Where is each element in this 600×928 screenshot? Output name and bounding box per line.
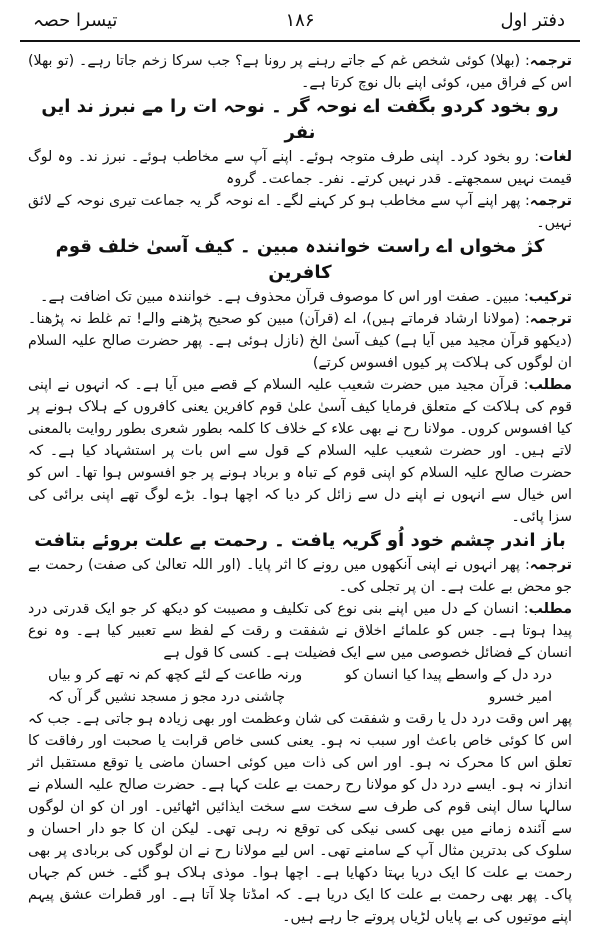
paragraph-text: پھر اس وقت درد دل یا رقت و شفقت کی شان وعظمت اور بھی زیادہ ہو جاتی ہے۔ جب کہ اس کا کوئی خاص باعث اور سبب نہ ہو۔ یعنی کسی خاص قرابت یا صحبت اور رفاقت کا تعلق اس کا محرک نہ ہو۔ اور اس کی ذات میں کوئی احسان ماضی یا توقع مستقبل اثر انداز نہ ہو۔ ایسے درد دل کو مولانا رح رحمت بے علت کہا ہے۔ حضرت صالح علیہ السلام نے سالہا سال اپنی قوم کی طرف سے سخت سے سخت ایذائیں اٹھائیں۔ اور ان کو ان لوگوں سے آئندہ زمانے میں بھی کسی نیکی کی توقع نہ رہی تھی۔ لیکن ان کا جو دار احسان و سلوک کی بدترین مثال آپ کے سامنے تھی۔ اس لیے مولانا رح نے ان لوگوں کی بربادی پر بھی رحمت بے علت کا ایک دریا بہتا دکھایا ہے۔ اچھا ہوا۔ موذی ہلاک ہو گئے۔ خس کم جہاں پاک۔ پھر بھی رحمت بے علت کا ایک دریا ہے۔ کہ امڈتا چلا آتا ہے۔ اور قطرات عشق پیہم اپنے موتیوں کی بے پایاں لڑیاں پروتے جا رہے ہیں۔ <box>28 711 572 925</box>
verse-line: باز اندر چشم خود اُو گریہ یافت ۔ رحمت بے علت بروئے بتافت <box>34 530 566 551</box>
section-label: ترجمہ <box>529 557 572 573</box>
poem-couplet <box>28 664 572 686</box>
header-left-title: تیسرا حصہ <box>33 10 118 31</box>
section-label: مطلب <box>528 377 572 393</box>
body-paragraph <box>28 286 572 308</box>
paragraph-text: : پھر اپنے آپ سے مخاطب ہو کر کہنے لگے۔ اے نوحہ گر یہ جماعت تیری نوحہ کے لائق نہیں۔ <box>28 193 572 231</box>
section-label: ترجمہ <box>529 311 572 327</box>
section-label: مطلب <box>528 601 572 617</box>
page-header <box>25 6 575 38</box>
poem-left-hemistich: چاشنی درد مجو ز مسجد نشیں گر آں کہ <box>48 689 285 705</box>
paragraph-text: : مبین۔ صفت اور اس کا موصوف قرآن محذوف ہے۔ خوانندہ مبین تک اضافت ہے۔ <box>40 289 529 305</box>
body-paragraph <box>28 708 572 928</box>
paragraph-text: : رو بخود کرد۔ اپنی طرف متوجہ ہوئے۔ اپنے آپ سے مخاطب ہوئے۔ نبرز ند۔ وہ لوگ قیمت نہیں سمجھتے۔ قدر نہیں کرتے۔ نفر۔ جماعت۔ گروہ <box>28 149 572 187</box>
section-label: لغات <box>539 149 572 165</box>
body-paragraph <box>28 50 572 94</box>
body-paragraph <box>28 146 572 190</box>
verse-line: رو بخود کردو بگفت اے نوحہ گر ۔ نوحہ ات را مے نبرز ند ایں نفر <box>41 96 559 143</box>
poem-couplet <box>28 686 572 708</box>
paragraph-text: : پھر انہوں نے اپنی آنکھوں میں رونے کا اثر پایا۔ (اور اللہ تعالیٰ کی صفت) رحمت بے جو محض بے علت ہے۔ ان پر تجلی کی۔ <box>28 557 572 595</box>
paragraph-text: : انسان کے دل میں اپنے بنی نوع کی تکلیف و مصیبت کو دیکھ کر جو ایک قدرتی درد پیدا ہوتا ہے۔ جس کو علمائے اخلاق نے شفقت و رقت کے لفظ سے تعبیر کیا ہے۔ وہ نوع انسان کے فضائل خصوصی میں سے ایک فضیلت ہے۔ کسی کا قول ہے <box>28 601 572 661</box>
section-label: ترجمہ <box>529 53 572 69</box>
poem-right-hemistich: درد دل کے واسطے پیدا کیا انسان کو <box>345 667 552 683</box>
body-paragraph <box>28 554 572 598</box>
section-label: ترکیب <box>528 289 572 305</box>
body-paragraph <box>28 190 572 234</box>
paragraph-text: : قرآن مجید میں حضرت شعیب علیہ السلام کے قصے میں آیا ہے۔ کہ انہوں نے اپنی قوم کی ہلاکت کے متعلق فرمایا کیف آسیٰ علیٰ قوم کافرین یعنی کافروں کے ہلاک ہونے پر کیا افسوس کروں۔ مولانا رح نے بھی علاء کے خلاف کا کلمہ بطور شعری بطور روایت بالمعنی لاتے ہیں۔ اور حضرت شعیب علیہ السلام کے قول سے اس بات پر استشہاد کیا ہے۔ کہ حضرت صالح علیہ السلام کو اپنی قوم کے تباہ و برباد ہونے پر جو افسوس ہوا تھا۔ اس کو اس خیال سے انہوں نے اپنے دل سے زائل کر دیا کہ اچھا ہوا۔ بڑے لوگ تھے اپنی برائی کی سزا پائی۔ <box>28 377 572 525</box>
header-rule <box>20 40 580 42</box>
body-paragraph <box>28 308 572 374</box>
body-paragraph <box>28 374 572 528</box>
header-right-title: دفتر اول <box>500 10 565 31</box>
paragraph-text: : (مولانا ارشاد فرماتے ہیں)، اے (قرآن) مبین کو صحیح پڑھنے والے! تم غلط نہ پڑھنا۔ (دیکھو قرآن مجید میں آیا ہے) کیف آسیٰ الخ (نازل ہوئی ہے۔ پھر حضرت صالح علیہ السلام ان لوگوں کی ہلاکت پر کیوں افسوس کرتے) <box>28 311 572 371</box>
page-body <box>28 50 572 925</box>
page-number: ۱۸۶ <box>285 10 315 31</box>
poem-left-hemistich: ورنہ طاعت کے لئے کچھ کم نہ تھے کر و بیاں <box>48 667 303 683</box>
poem-right-hemistich: امیر خسرو <box>488 689 552 705</box>
section-label: ترجمہ <box>529 193 572 209</box>
verse-line: کژ مخواں اے راست خوانندہ مبین ۔ کیف آسیٰ خلف قوم کافرین <box>55 236 545 283</box>
paragraph-text: : (بھلا) کوئی شخص غم کے جاتے رہنے پر رونا ہے؟ جب سرکا زخم جاتا رہے۔ (تو بھلا) اس کے فراق میں، کوئی اپنے بال نوچ کرتا ہے۔ <box>28 53 572 91</box>
body-paragraph <box>28 598 572 664</box>
